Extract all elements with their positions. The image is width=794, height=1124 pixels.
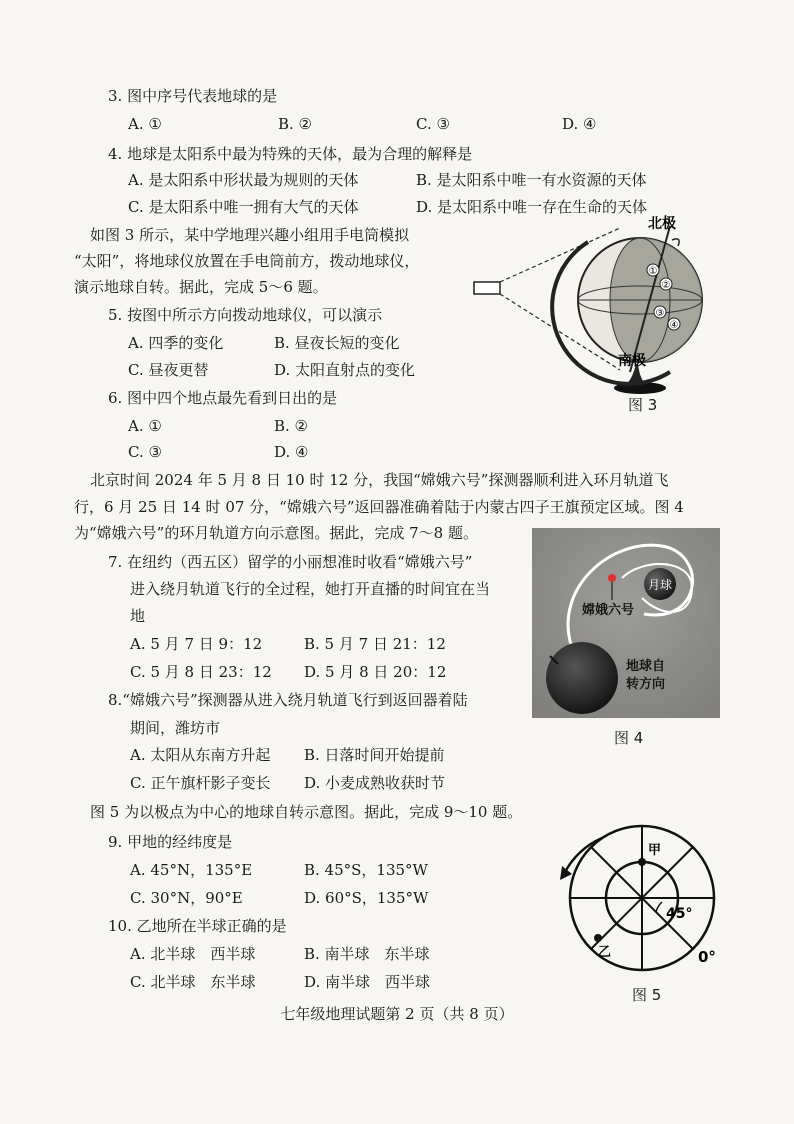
- south-pole-label: 南极: [618, 353, 646, 369]
- q7-option-a: A. 5 月 7 日 9：12: [130, 635, 263, 653]
- figure-5-polar: [552, 822, 732, 982]
- intro-7-8-line2: 行，6 月 25 日 14 时 07 分，“嫦娥六号”返回器准确着陆于内蒙古四子王旗预定区域。图 4: [74, 498, 684, 516]
- q5-stem: 5. 按图中所示方向拨动地球仪，可以演示: [108, 306, 383, 324]
- q9-option-a: A. 45°N，135°E: [130, 861, 253, 879]
- moon-label: 月球: [647, 578, 673, 592]
- figure-4-orbit: [532, 528, 720, 718]
- intro-7-8-line3: 为“嫦娥六号”的环月轨道方向示意图。据此，完成 7～8 题。: [74, 524, 478, 542]
- q9-option-d: D. 60°S，135°W: [304, 889, 429, 907]
- intro-5-6-line2: “太阳”，将地球仪放置在手电筒前方，拨动地球仪，: [74, 252, 420, 270]
- marker-1: ①: [648, 266, 658, 277]
- point-yi: [594, 934, 602, 942]
- q6-option-d: D. ④: [274, 443, 309, 461]
- intro-5-6-line1: 如图 3 所示，某中学地理兴趣小组用手电筒模拟: [90, 226, 410, 244]
- q8-stem-line1: 8.“嫦娥六号”探测器从进入绕月轨道飞行到返回器着陆: [108, 691, 468, 709]
- point-jia: [638, 858, 646, 866]
- q5-option-c: C. 昼夜更替: [128, 361, 209, 379]
- marker-4: ④: [669, 320, 679, 331]
- q8-option-c: C. 正午旗杆影子变长: [130, 774, 271, 792]
- q10-option-c: C. 北半球 东半球: [130, 973, 256, 991]
- q9-option-c: C. 30°N，90°E: [130, 889, 243, 907]
- q10-stem: 10. 乙地所在半球正确的是: [108, 917, 287, 935]
- jia-label: 甲: [648, 843, 662, 858]
- q3-option-a: A. ①: [128, 115, 162, 133]
- figure-3-caption: 图 3: [628, 396, 658, 414]
- q8-option-b: B. 日落时间开始提前: [304, 746, 445, 764]
- intro-5-6-line3: 演示地球自转。据此，完成 5～6 题。: [74, 278, 328, 296]
- q3-stem: 3. 图中序号代表地球的是: [108, 87, 278, 105]
- q4-option-d: D. 是太阳系中唯一存在生命的天体: [416, 198, 648, 216]
- intro-7-8-line1: 北京时间 2024 年 5 月 8 日 10 时 12 分，我国“嫦娥六号”探测器顺利进入环月轨道飞: [90, 471, 669, 489]
- q6-option-b: B. ②: [274, 417, 309, 435]
- q10-option-b: B. 南半球 东半球: [304, 945, 430, 963]
- q4-option-c: C. 是太阳系中唯一拥有大气的天体: [128, 198, 359, 216]
- q4-option-b: B. 是太阳系中唯一有水资源的天体: [416, 171, 647, 189]
- north-pole-label: 北极: [648, 216, 676, 232]
- q3-option-d: D. ④: [562, 115, 597, 133]
- q6-stem: 6. 图中四个地点最先看到日出的是: [108, 389, 338, 407]
- intro-9-10: 图 5 为以极点为中心的地球自转示意图。据此，完成 9～10 题。: [90, 803, 523, 821]
- figure-4-caption: 图 4: [614, 729, 644, 747]
- q7-stem-line2: 进入绕月轨道飞行的全过程，她打开直播的时间宜在当: [130, 580, 491, 598]
- q7-option-b: B. 5 月 7 日 21：12: [304, 635, 446, 653]
- q4-stem: 4. 地球是太阳系中最为特殊的天体，最为合理的解释是: [108, 145, 473, 163]
- figure-3-globe: [470, 212, 710, 412]
- earth-rotation-label-2: 转方向: [626, 677, 666, 692]
- marker-2: ②: [661, 280, 671, 291]
- q3-option-c: C. ③: [416, 115, 450, 133]
- q5-option-a: A. 四季的变化: [128, 334, 224, 352]
- q9-stem: 9. 甲地的经纬度是: [108, 833, 233, 851]
- earth-rotation-label-1: 地球自: [626, 659, 666, 674]
- q5-option-b: B. 昼夜长短的变化: [274, 334, 400, 352]
- q3-option-b: B. ②: [278, 115, 313, 133]
- figure-5-caption: 图 5: [632, 986, 662, 1004]
- marker-3: ③: [655, 308, 665, 319]
- q8-option-d: D. 小麦成熟收获时节: [304, 774, 446, 792]
- yi-label: 乙: [598, 945, 612, 960]
- q7-stem-line1: 7. 在纽约（西五区）留学的小丽想准时收看“嫦娥六号”: [108, 553, 473, 571]
- q5-option-d: D. 太阳直射点的变化: [274, 361, 416, 379]
- q6-option-a: A. ①: [128, 417, 162, 435]
- page-footer: 七年级地理试题第 2 页（共 8 页）: [280, 1005, 514, 1023]
- q7-option-c: C. 5 月 8 日 23：12: [130, 663, 272, 681]
- q10-option-d: D. 南半球 西半球: [304, 973, 431, 991]
- deg45-label: 45°: [666, 906, 693, 922]
- q10-option-a: A. 北半球 西半球: [130, 945, 256, 963]
- q8-option-a: A. 太阳从东南方升起: [130, 746, 271, 764]
- probe-label: 嫦娥六号: [582, 603, 635, 618]
- q6-option-c: C. ③: [128, 443, 162, 461]
- q7-option-d: D. 5 月 8 日 20：12: [304, 663, 447, 681]
- q7-stem-line3: 地: [130, 607, 146, 625]
- flashlight-icon: [474, 282, 500, 294]
- q4-option-a: A. 是太阳系中形状最为规则的天体: [128, 171, 359, 189]
- q8-stem-line2: 期间，潍坊市: [130, 719, 221, 737]
- q9-option-b: B. 45°S，135°W: [304, 861, 428, 879]
- deg0-label: 0°: [698, 948, 716, 966]
